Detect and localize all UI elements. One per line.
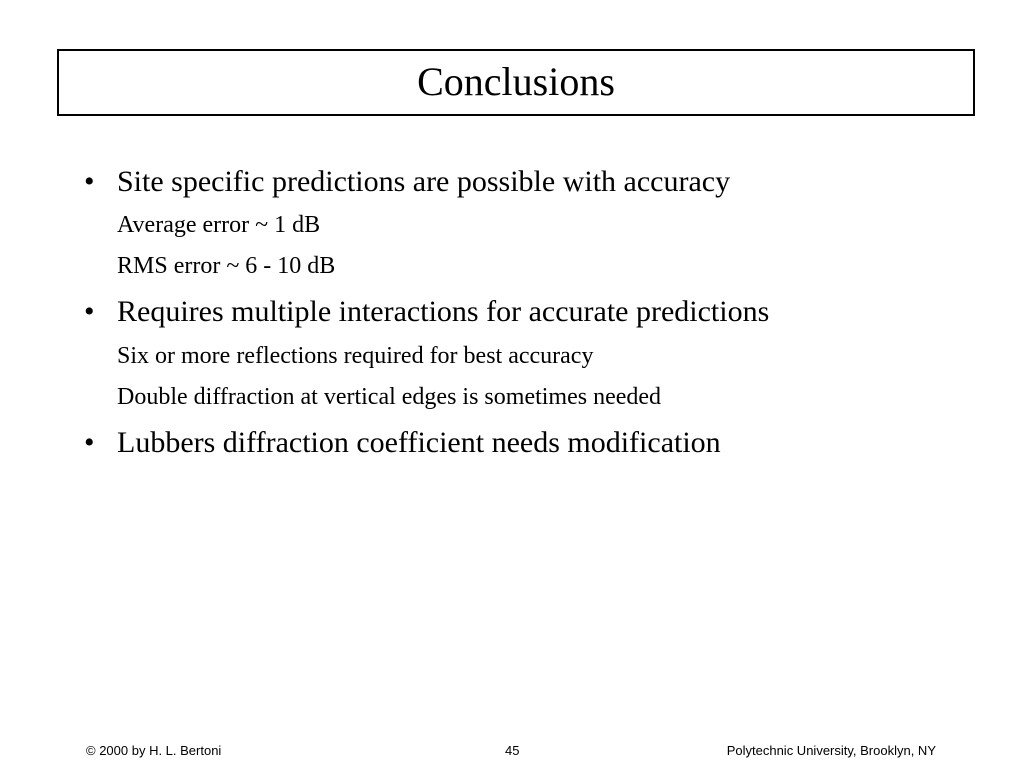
bullet-point-accuracy: Site specific predictions are possible with accuracy (117, 165, 731, 198)
footer-copyright: © 2000 by H. L. Bertoni (86, 743, 222, 758)
bullet-marker: • (84, 165, 95, 198)
bullet-point-interactions: Requires multiple interactions for accurate predictions (117, 295, 770, 328)
sub-point-average-error: Average error ~ 1 dB (117, 212, 321, 238)
bullet-point-lubbers: Lubbers diffraction coefficient needs modification (117, 426, 721, 459)
bullet-marker: • (84, 295, 95, 328)
sub-point-reflections: Six or more reflections required for best accuracy (117, 343, 594, 369)
footer-institution: Polytechnic University, Brooklyn, NY (726, 743, 936, 758)
bullet-marker: • (84, 426, 95, 459)
sub-point-rms-error: RMS error ~ 6 - 10 dB (117, 253, 336, 279)
slide-title: Conclusions (417, 58, 615, 104)
footer-page-number: 45 (505, 743, 520, 758)
sub-point-double-diffraction: Double diffraction at vertical edges is sometimes needed (117, 384, 662, 410)
